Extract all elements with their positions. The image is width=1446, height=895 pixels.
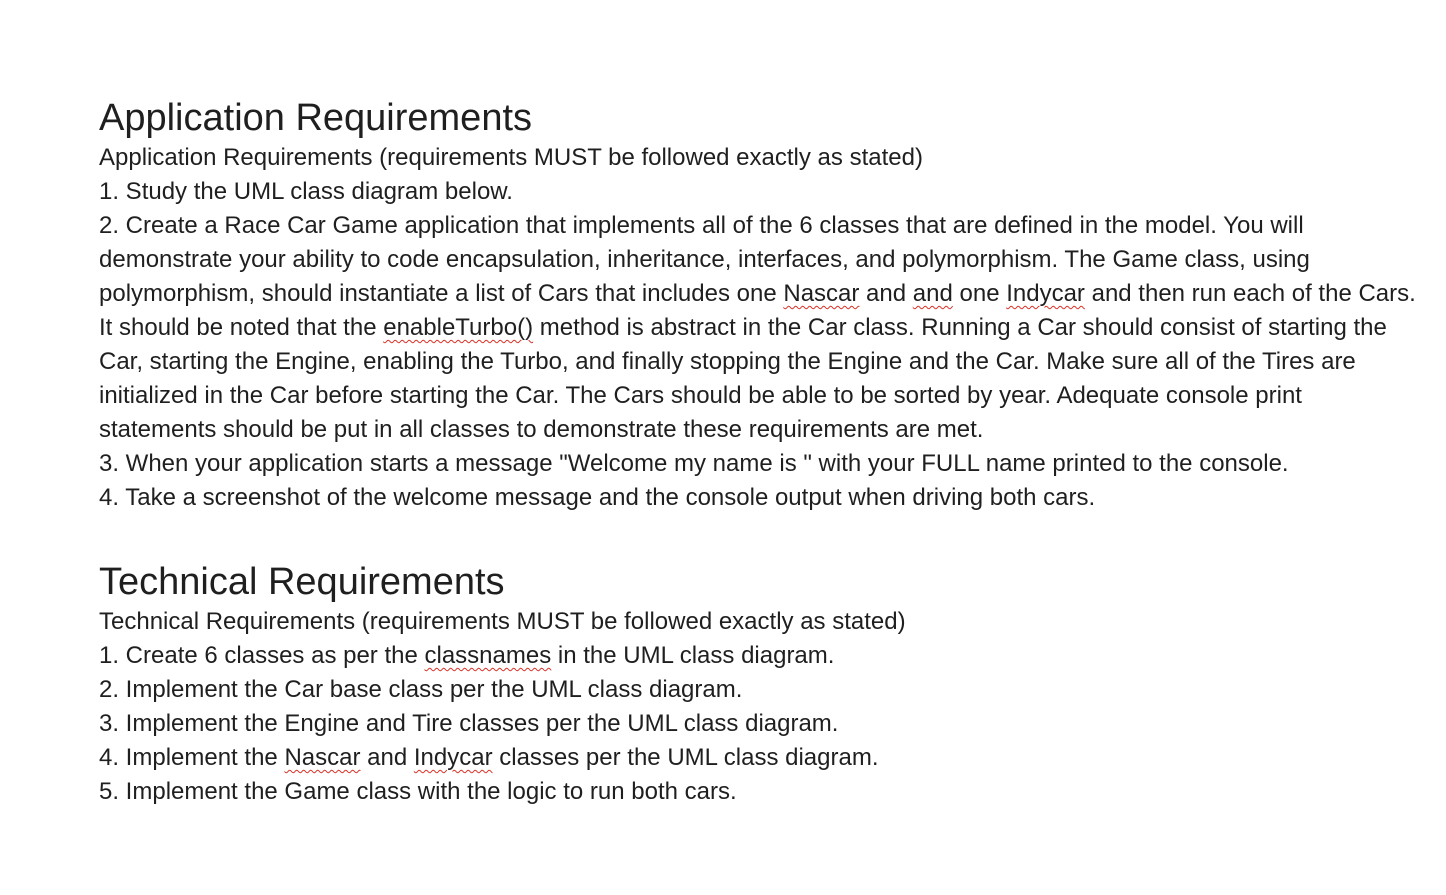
spellcheck-word-indycar-2[interactable]: Indycar bbox=[413, 744, 493, 771]
heading-application-requirements: Application Requirements bbox=[99, 97, 533, 139]
app-req2-text-a: 2. Create a Race Car Game application that implements all of the 6 classes that are defined in the model. You will demonstrate your ability to code encapsulation, inheritance, interfaces, and polymorphism. The Game class, using polymorphism, should instantiate a list of Cars that includes one bbox=[99, 212, 1310, 307]
app-req2-text-d: and then run each of the Cars. It should be noted that the bbox=[99, 280, 1416, 341]
app-requirement-4: 4. Take a screenshot of the welcome message and the console output when driving both cars. bbox=[99, 484, 1096, 511]
spellcheck-word-classnames[interactable]: classnames bbox=[424, 642, 552, 669]
app-requirement-3: 3. When your application starts a message "Welcome my name is " with your FULL name printed to the console. bbox=[99, 450, 1289, 477]
tech-requirement-1 bbox=[99, 639, 1419, 673]
spellcheck-word-indycar[interactable]: Indycar bbox=[1006, 280, 1085, 307]
spellcheck-word-nascar-2[interactable]: Nascar bbox=[284, 744, 361, 771]
tech-req4-text-b: and bbox=[360, 744, 414, 771]
tech-req1-text-b: in the UML class diagram. bbox=[551, 642, 835, 669]
tech-requirement-4 bbox=[99, 741, 1419, 775]
spellcheck-word-and[interactable]: and bbox=[912, 280, 953, 307]
app-req2-text-c: one bbox=[952, 280, 1007, 307]
document-body[interactable] bbox=[99, 95, 1419, 809]
spellcheck-word-enable-turbo[interactable]: enableTurbo() bbox=[383, 314, 534, 341]
section-spacer bbox=[99, 515, 1419, 559]
tech-requirement-2: 2. Implement the Car base class per the UML class diagram. bbox=[99, 676, 743, 703]
app-requirement-1: 1. Study the UML class diagram below. bbox=[99, 178, 513, 205]
app-req2-text-e: method is abstract in the Car class. Running a Car should consist of starting the Car, starting the Engine, enabling the Turbo, and finally stopping the Engine and the Car. Make sure all of the Tires are initialized in the Car before starting the Car. The Cars should be able to be sorted by year. Adequate console print statements should be put in all classes to demonstrate these requirements are met. bbox=[99, 314, 1387, 443]
tech-req4-text-a: 4. Implement the bbox=[99, 744, 285, 771]
tech-req4-text-c: classes per the UML class diagram. bbox=[492, 744, 879, 771]
tech-requirement-3: 3. Implement the Engine and Tire classes per the UML class diagram. bbox=[99, 710, 839, 737]
app-req2-text-b: and bbox=[859, 280, 913, 307]
heading-technical-requirements: Technical Requirements bbox=[99, 561, 505, 603]
app-requirements-subtitle: Application Requirements (requirements MUST be followed exactly as stated) bbox=[99, 144, 923, 171]
app-requirement-2 bbox=[99, 209, 1419, 447]
tech-req1-text-a: 1. Create 6 classes as per the bbox=[99, 642, 425, 669]
tech-requirement-5: 5. Implement the Game class with the logic to run both cars. bbox=[99, 778, 737, 805]
tech-requirements-subtitle: Technical Requirements (requirements MUST be followed exactly as stated) bbox=[99, 608, 906, 635]
spellcheck-word-nascar[interactable]: Nascar bbox=[783, 280, 860, 307]
